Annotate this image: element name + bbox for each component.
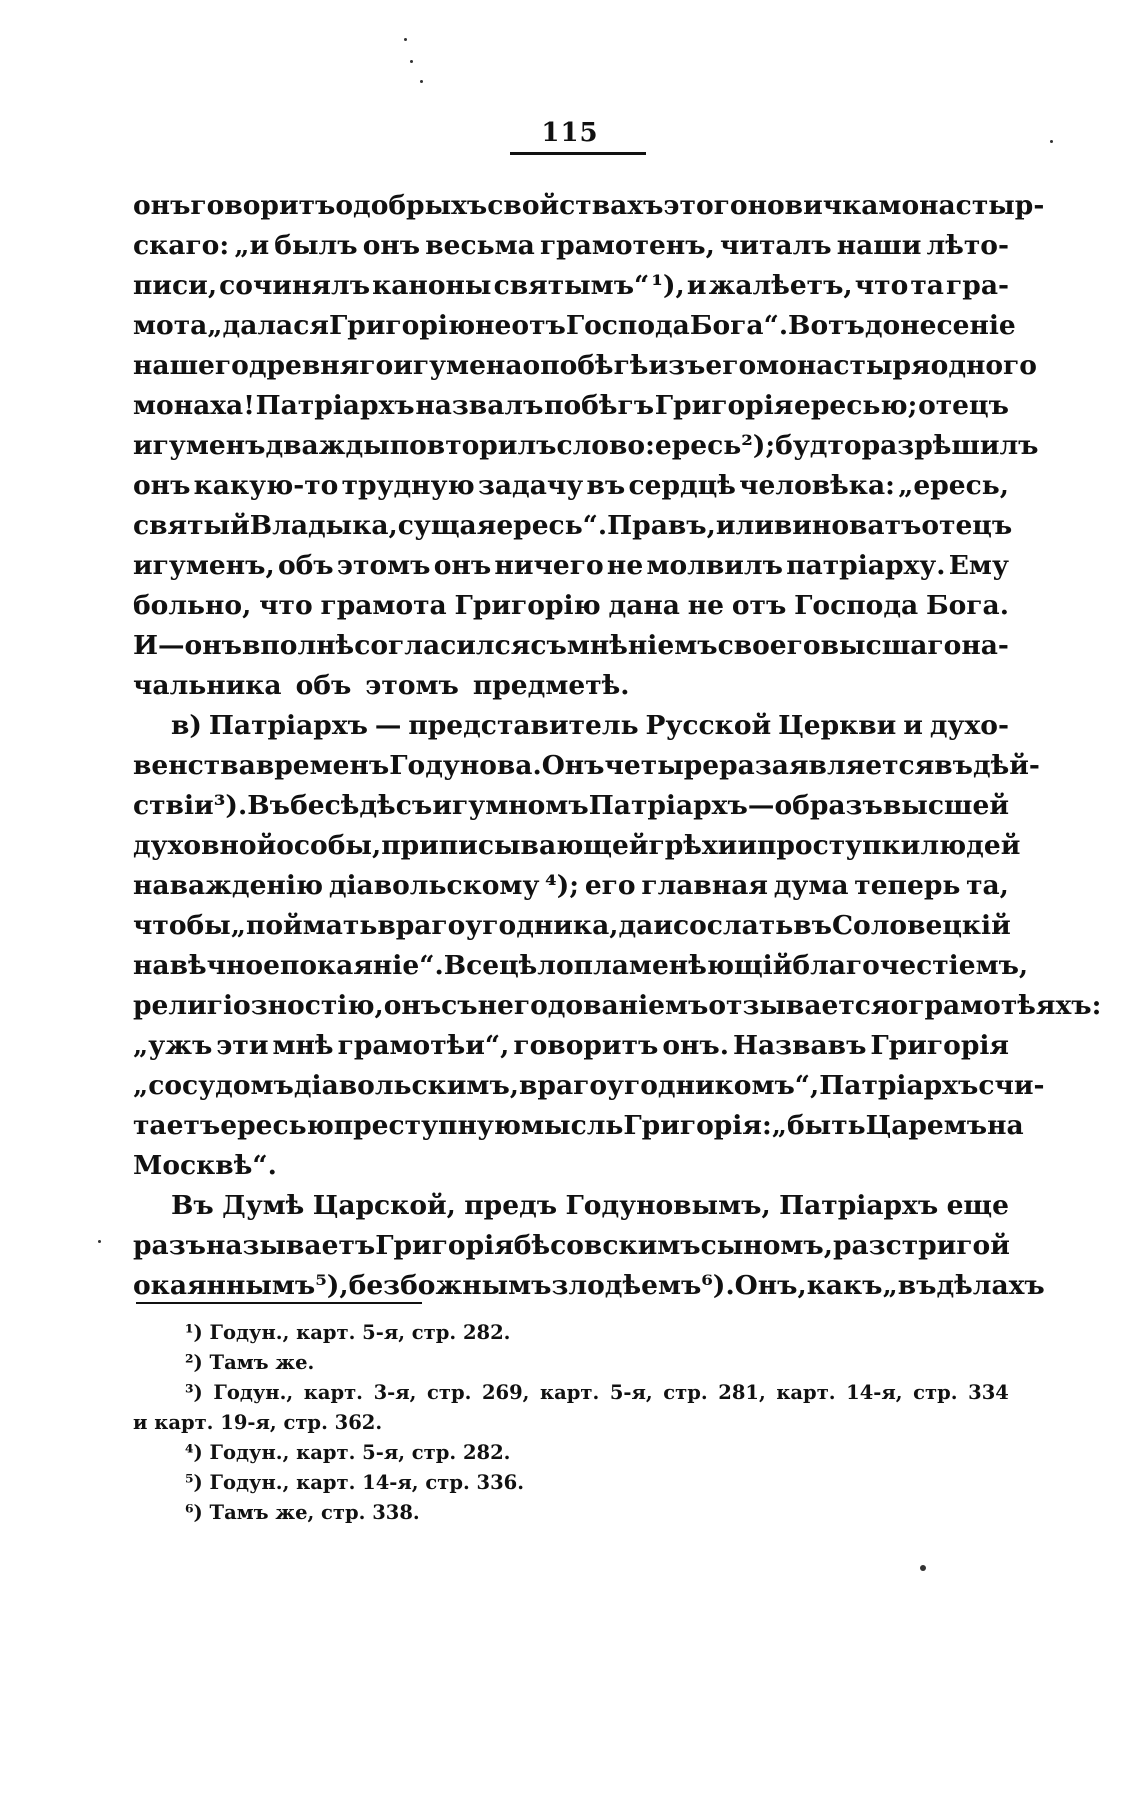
text-line: мота „далася Григорію не отъ Господа Бога“. Вотъ донесеніе — [133, 310, 1016, 341]
text-line: наважденію діавольскому ⁴); его главная дума теперь та, — [133, 870, 1009, 901]
body-text — [133, 186, 1102, 1306]
text-line: на вѣчное покаяніе“. Всецѣло пламенѣющій благочестіемъ, — [133, 950, 1029, 981]
text-line: ствіи ³). Въ бесѣдѣ съ игумномъ Патріархъ — образъ высшей — [133, 790, 1009, 821]
footnote-line: ¹) Годун., карт. 5-я, стр. 282. — [185, 1321, 511, 1344]
text-line: монаха! Патріархъ назвалъ побѣгъ Григорія ересью; отецъ — [133, 390, 1009, 421]
footnote-line: ²) Тамъ же. — [185, 1351, 315, 1374]
scan-speck — [404, 38, 407, 41]
text-line: венства временъ Годунова. Онъ четыре раза является въ дѣй- — [133, 750, 1040, 781]
footnotes — [133, 1318, 1009, 1528]
scan-speck — [1050, 140, 1053, 143]
footnote-line: ⁴) Годун., карт. 5-я, стр. 282. — [185, 1441, 511, 1464]
text-line: онъ какую-то трудную задачу въ сердцѣ человѣка: „ересь, — [133, 470, 1009, 501]
footnote-line: ³) Годун., карт. 3-я, стр. 269, карт. 5-я, стр. 281, карт. 14-я, стр. 334 — [185, 1381, 1009, 1404]
text-line: „сосудомъ діавольскимъ, врагоугодникомъ“, Патріархъ счи- — [133, 1070, 1045, 1101]
footnote-line: ⁶) Тамъ же, стр. 338. — [185, 1501, 420, 1524]
footnote-line: и карт. 19-я, стр. 362. — [133, 1411, 383, 1434]
text-line: „ужъ эти мнѣ грамотѣи“, говоритъ онъ. Назвавъ Григорія — [133, 1030, 1009, 1061]
text-line: игуменъ, объ этомъ онъ ничего не молвилъ патріарху. Ему — [133, 550, 1009, 581]
text-line: больно, что грамота Григорію дана не отъ Господа Бога. — [133, 590, 1009, 621]
text-line: скаго: „и былъ онъ весьма грамотенъ, читалъ наши лѣто- — [133, 230, 1009, 261]
text-line: чальника объ этомъ предметѣ. — [133, 670, 630, 701]
text-line: чтобы „поймать врагоугодника, да и сослать въ Соловецкій — [133, 910, 1011, 941]
text-line: святый Владыка, сущая ересь“. Правъ, или виноватъ отецъ — [133, 510, 1013, 541]
text-line: нашего древняго игумена о побѣгѣ изъ его монастыря одного — [133, 350, 1037, 381]
text-line: окаяннымъ ⁵), безбожнымъ злодѣемъ ⁶). Онъ, какъ „въ дѣлахъ — [133, 1270, 1045, 1301]
text-line: разъ называетъ Григорія бѣсовскимъ сыномъ, разстригой — [133, 1230, 1010, 1261]
text-line: И—онъ вполнѣ согласился съ мнѣніемъ своего высшаго на- — [133, 630, 1009, 661]
page-number: 115 — [541, 118, 599, 148]
text-line: религіозностію, онъ съ негодованіемъ отзывается о грамотѣяхъ: — [133, 990, 1102, 1021]
scan-speck — [98, 1240, 101, 1243]
scan-speck — [410, 60, 413, 63]
footnote-line: ⁵) Годун., карт. 14-я, стр. 336. — [185, 1471, 525, 1494]
text-line: Москвѣ“. — [133, 1150, 277, 1181]
scan-speck — [420, 80, 423, 83]
page-number-rule — [510, 152, 646, 155]
text-line: в) Патріархъ — представитель Русской Церкви и духо- — [171, 710, 1009, 741]
footnote-rule — [136, 1302, 422, 1304]
text-line: игуменъ дважды повторилъ слово: ересь ²); будто разрѣшилъ — [133, 430, 1039, 461]
scan-speck — [920, 1565, 926, 1571]
text-line: духовной особы, приписывающей грѣхи и проступки людей — [133, 830, 1021, 861]
text-line: писи, сочинялъ каноны святымъ“ ¹), и жалѣетъ, что та гра- — [133, 270, 1009, 301]
text-line: онъ говоритъ о добрыхъ свойствахъ этого новичка монастыр- — [133, 190, 1045, 221]
text-line: Въ Думѣ Царской, предъ Годуновымъ, Патріархъ еще — [171, 1190, 1009, 1221]
text-line: таетъ ересью преступную мысль Григорія: „быть Царемъ на — [133, 1110, 1024, 1141]
